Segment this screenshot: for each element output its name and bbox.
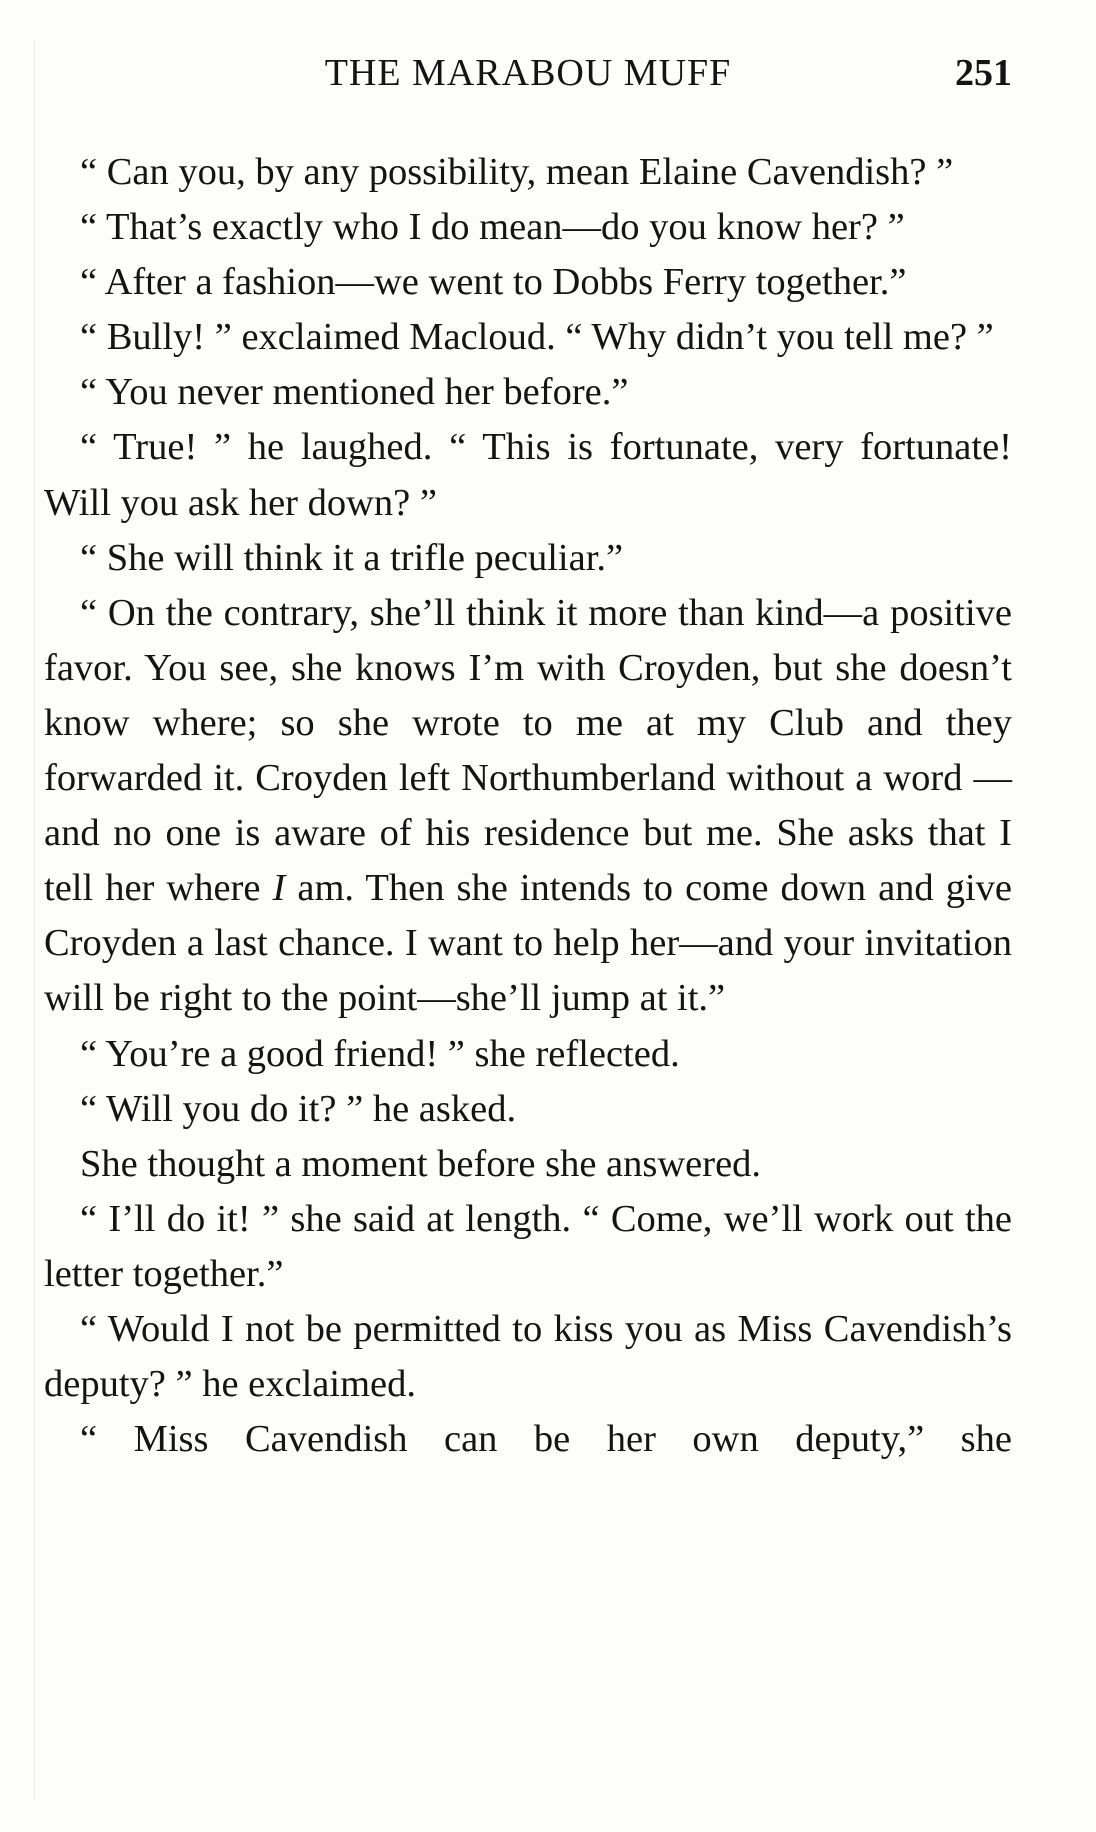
italic-word: I <box>272 867 286 910</box>
body-text <box>44 145 1012 1467</box>
paragraph: “ That’s exactly who I do mean—do you know her? ” <box>80 206 905 249</box>
paragraph <box>44 586 1012 1027</box>
running-title: THE MARABOU MUFF <box>324 52 732 94</box>
paragraph-text: am. Then she intends to come down and give Croyden a last chance. I want to help her—and your invitation will be right to the point—she’ll jump at it.” <box>44 867 1012 1020</box>
paragraph: “ I’ll do it! ” she said at length. “ Come, we’ll work out the letter together.” <box>44 1197 1012 1295</box>
paragraph: She thought a moment before she answered. <box>80 1142 762 1185</box>
paragraph: “ True! ” he laughed. “ This is fortunate, very fortunate! Will you ask her down? ” <box>44 426 1012 524</box>
paragraph: “ You’re a good friend! ” she reflected. <box>80 1032 680 1075</box>
paragraph-continues: “ Miss Cavendish can be her own deputy,” she <box>80 1418 1012 1461</box>
paragraph-text: “ On the contrary, she’ll think it more than kind—a positive favor. You see, she knows I’m with Croyden, but she doesn’t know where; so she wrote to me at my Club and they forwarded it. Croyden left Northumberland without a word —and no one is aware of his residence but me. She asks that I tell her where <box>44 591 1012 910</box>
page-number: 251 <box>955 52 1012 94</box>
paragraph: “ She will think it a trifle peculiar.” <box>80 536 624 579</box>
page-header <box>44 48 1012 98</box>
paragraph: “ After a fashion—we went to Dobbs Ferry together.” <box>80 261 907 304</box>
paragraph: “ You never mentioned her before.” <box>80 371 629 414</box>
paragraph: “ Will you do it? ” he asked. <box>80 1087 517 1130</box>
paragraph: “ Bully! ” exclaimed Macloud. “ Why didn’t you tell me? ” <box>80 316 994 359</box>
paragraph: “ Would I not be permitted to kiss you as Miss Cavendish’s deputy? ” he exclaimed. <box>44 1307 1012 1406</box>
page-gutter-shadow <box>34 40 35 1800</box>
paragraph: “ Can you, by any possibility, mean Elaine Cavendish? ” <box>80 151 954 193</box>
